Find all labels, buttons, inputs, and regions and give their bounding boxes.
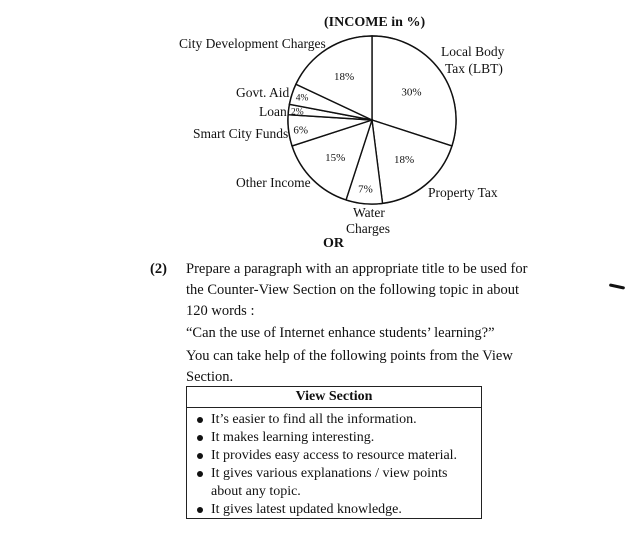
- question-line: Prepare a paragraph with an appropriate title to be used for: [186, 261, 528, 277]
- list-item-text: It gives various explanations / view points about any topic.: [211, 466, 448, 499]
- question-line: You can take help of the following points from the View: [186, 348, 513, 364]
- list-item: [187, 465, 473, 501]
- question-number: (2): [150, 261, 167, 277]
- pie-slices: [288, 36, 456, 204]
- label-lbt-line1: Local Body: [441, 44, 505, 59]
- label-property-tax: Property Tax: [428, 185, 498, 200]
- slice-percent-label: 18%: [394, 153, 415, 166]
- label-lbt-line2: Tax (LBT): [445, 61, 503, 76]
- bullet-icon: [197, 435, 203, 441]
- label-city-development: City Development Charges: [179, 36, 326, 51]
- slice-percent-label: 15%: [325, 151, 346, 164]
- label-loan: Loan: [259, 104, 287, 119]
- list-item: [187, 501, 473, 519]
- list-item-text: It provides easy access to resource material.: [211, 448, 458, 463]
- list-item-text: It’s easier to find all the information.: [211, 412, 417, 427]
- list-item-text: It makes learning interesting.: [211, 430, 375, 445]
- list-item-text: It gives latest updated knowledge.: [211, 502, 402, 517]
- or-separator: OR: [323, 236, 344, 251]
- view-section-title: View Section: [187, 387, 481, 408]
- bullet-icon: [197, 471, 203, 477]
- label-smart-city: Smart City Funds: [193, 126, 289, 141]
- label-other-income: Other Income: [236, 175, 311, 190]
- slice-percent-label: 30%: [401, 86, 422, 99]
- list-item: [187, 447, 473, 465]
- list-item: [187, 411, 473, 429]
- bullet-icon: [197, 453, 203, 459]
- view-section-box: [186, 386, 482, 519]
- margin-tick-mark: [609, 283, 625, 289]
- list-item: [187, 429, 473, 447]
- slice-percent-label: 18%: [334, 71, 355, 84]
- bullet-icon: [197, 507, 203, 513]
- slice-percent-label: 4%: [295, 93, 309, 104]
- slice-percent-label: 6%: [293, 124, 308, 137]
- question-line: the Counter-View Section on the following topic in about: [186, 282, 520, 298]
- question-topic: “Can the use of Internet enhance students’ learning?”: [186, 325, 495, 341]
- question-line: 120 words :: [186, 303, 255, 319]
- slice-percent-label: 7%: [358, 183, 373, 196]
- chart-title: (INCOME in %): [324, 15, 426, 30]
- label-water-line1: Water: [353, 205, 385, 220]
- label-water-line2: Charges: [346, 221, 390, 236]
- question-line: Section.: [186, 369, 234, 385]
- slice-percent-label: 2%: [290, 107, 304, 118]
- bullet-icon: [197, 417, 203, 423]
- view-section-list: [187, 408, 481, 519]
- label-govt-aid: Govt. Aid: [236, 85, 290, 100]
